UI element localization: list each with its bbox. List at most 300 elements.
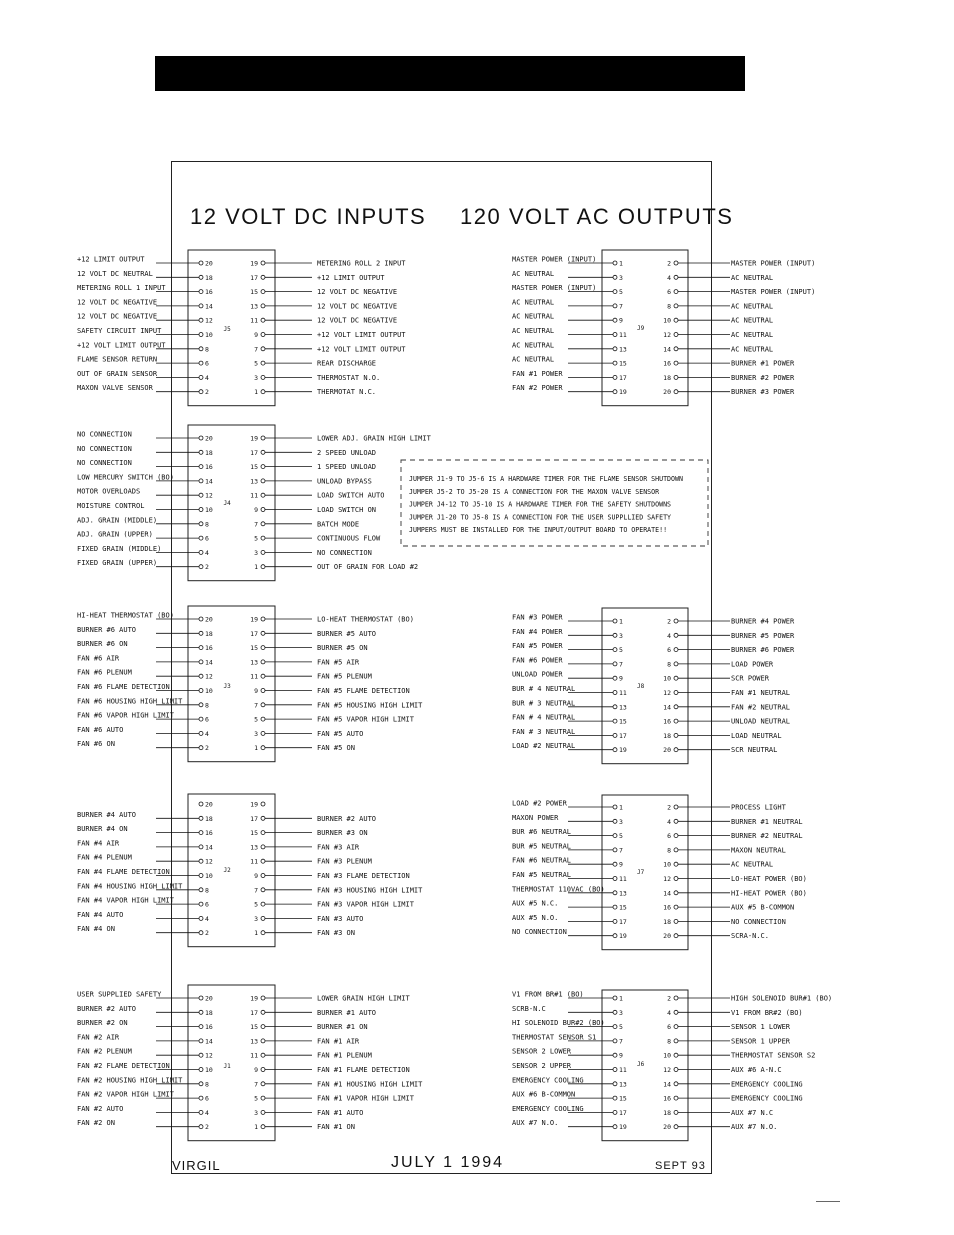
pin-terminal bbox=[261, 717, 265, 721]
pin-terminal bbox=[199, 333, 203, 337]
pin-terminal bbox=[261, 318, 265, 322]
pin-number: 19 bbox=[250, 994, 258, 1003]
left-pin-label: USER SUPPLIED SAFETY bbox=[77, 990, 162, 999]
pin-number: 4 bbox=[667, 817, 671, 826]
right-pin-label: LOAD SWITCH AUTO bbox=[317, 491, 385, 500]
footer-revision: SEPT 93 bbox=[655, 1160, 706, 1172]
pin-terminal bbox=[199, 646, 203, 650]
right-pin-label: UNLOAD BYPASS bbox=[317, 477, 372, 486]
pin-number: 9 bbox=[254, 331, 258, 339]
pin-terminal bbox=[199, 565, 203, 569]
pin-number: 3 bbox=[619, 817, 623, 826]
pin-terminal bbox=[674, 1025, 678, 1029]
pin-terminal bbox=[674, 691, 678, 695]
pin-number: 9 bbox=[254, 506, 258, 514]
pin-number: 4 bbox=[205, 373, 209, 382]
pin-terminal bbox=[261, 304, 265, 308]
pin-terminal bbox=[674, 619, 678, 623]
right-pin-label: AC NEUTRAL bbox=[731, 316, 774, 325]
right-pin-label: REAR DISCHARGE bbox=[317, 359, 377, 368]
right-pin-label: MASTER POWER (INPUT) bbox=[731, 288, 816, 297]
pin-number: 4 bbox=[667, 273, 671, 282]
right-pin-label: FAN #3 AIR bbox=[317, 843, 360, 852]
pin-number: 15 bbox=[619, 1094, 627, 1103]
pin-terminal bbox=[261, 465, 265, 469]
right-pin-label: 12 VOLT DC NEGATIVE bbox=[317, 288, 398, 297]
pin-number: 5 bbox=[254, 715, 258, 724]
right-pin-label: MAXON NEUTRAL bbox=[731, 846, 786, 855]
pin-terminal bbox=[261, 1010, 265, 1014]
pin-terminal bbox=[261, 1039, 265, 1043]
pin-terminal bbox=[613, 1039, 617, 1043]
left-pin-label: SENSOR 2 LOWER bbox=[512, 1047, 572, 1056]
pin-number: 3 bbox=[254, 1108, 258, 1117]
pin-number: 7 bbox=[619, 302, 623, 311]
pin-number: 14 bbox=[663, 889, 671, 898]
pin-number: 17 bbox=[250, 629, 258, 638]
pin-number: 16 bbox=[663, 1094, 671, 1103]
right-pin-label: AC NEUTRAL bbox=[731, 331, 774, 339]
pin-number: 15 bbox=[619, 717, 627, 726]
left-pin-label: FAN #6 ON bbox=[77, 740, 115, 749]
pin-number: 2 bbox=[667, 994, 671, 1003]
right-pin-label: OUT OF GRAIN FOR LOAD #2 bbox=[317, 563, 419, 572]
pin-terminal bbox=[199, 916, 203, 920]
pin-number: 5 bbox=[619, 288, 623, 297]
left-pin-label: FAN #6 AIR bbox=[77, 654, 120, 663]
pin-terminal bbox=[674, 919, 678, 923]
pin-number: 7 bbox=[619, 660, 623, 669]
pin-terminal bbox=[261, 375, 265, 379]
pin-number: 11 bbox=[250, 672, 258, 681]
pin-terminal bbox=[613, 1125, 617, 1129]
connector-j4-id: J4 bbox=[223, 500, 231, 507]
right-pin-label: BATCH MODE bbox=[317, 520, 360, 529]
left-pin-label: NO CONNECTION bbox=[77, 459, 132, 468]
left-pin-label: MOTOR OVERLOADS bbox=[77, 487, 141, 496]
right-pin-label: NO CONNECTION bbox=[731, 917, 786, 926]
right-pin-label: AC NEUTRAL bbox=[731, 860, 774, 869]
right-pin-label: NO CONNECTION bbox=[317, 548, 372, 557]
pin-number: 6 bbox=[205, 359, 209, 368]
pin-terminal bbox=[199, 874, 203, 878]
pin-terminal bbox=[613, 1053, 617, 1057]
pin-number: 16 bbox=[205, 288, 213, 297]
pin-number: 17 bbox=[250, 273, 258, 282]
left-pin-label: BURNER #4 AUTO bbox=[77, 810, 137, 819]
pin-number: 1 bbox=[254, 563, 258, 572]
jumper-note-line: JUMPER J5-2 TO J5-20 IS A CONNECTION FOR THE MAXON VALVE SENSOR bbox=[409, 487, 660, 496]
pin-number: 8 bbox=[667, 660, 671, 669]
pin-number: 19 bbox=[250, 259, 258, 268]
pin-number: 7 bbox=[254, 701, 258, 710]
pin-number: 9 bbox=[619, 674, 623, 683]
left-pin-label: AUX #6 B-COMMON bbox=[512, 1090, 576, 1099]
pin-number: 9 bbox=[254, 1066, 258, 1074]
right-pin-label: FAN #1 PLENUM bbox=[317, 1051, 372, 1060]
pin-terminal bbox=[261, 1125, 265, 1129]
connector-j3-id: J3 bbox=[223, 683, 231, 690]
pin-number: 12 bbox=[205, 491, 213, 500]
left-pin-label: FAN #6 FLAME DETECTION bbox=[77, 683, 170, 691]
pin-terminal bbox=[199, 1125, 203, 1129]
pin-terminal bbox=[613, 1110, 617, 1114]
left-pin-label: EMERGENCY COOLING bbox=[512, 1104, 584, 1113]
pin-number: 20 bbox=[205, 615, 213, 624]
pin-number: 4 bbox=[667, 1008, 671, 1017]
right-pin-label: FAN #3 ON bbox=[317, 929, 355, 938]
left-pin-label: FAN #6 AUTO bbox=[77, 725, 124, 734]
left-pin-label: +12 LIMIT OUTPUT bbox=[77, 255, 145, 264]
pin-terminal bbox=[199, 746, 203, 750]
left-pin-label: FAN #6 VAPOR HIGH LIMIT bbox=[77, 711, 174, 720]
right-pin-label: BURNER #3 ON bbox=[317, 829, 368, 838]
pin-number: 18 bbox=[205, 448, 213, 457]
pin-number: 2 bbox=[667, 803, 671, 812]
pin-terminal bbox=[199, 1068, 203, 1072]
pin-number: 16 bbox=[663, 359, 671, 368]
pin-terminal bbox=[199, 1010, 203, 1014]
left-pin-label: FAN #2 FLAME DETECTION bbox=[77, 1062, 170, 1070]
right-pin-label: FAN #1 HOUSING HIGH LIMIT bbox=[317, 1080, 423, 1089]
pin-terminal bbox=[674, 891, 678, 895]
pin-number: 3 bbox=[254, 373, 258, 382]
left-pin-label: ADJ. GRAIN (UPPER) bbox=[77, 530, 153, 539]
pin-number: 15 bbox=[619, 359, 627, 368]
pin-terminal bbox=[613, 1010, 617, 1014]
pin-terminal bbox=[261, 816, 265, 820]
left-pin-label: BURNER #6 ON bbox=[77, 640, 128, 649]
pin-terminal bbox=[613, 619, 617, 623]
pin-number: 6 bbox=[667, 1023, 671, 1032]
left-pin-label: FAN #4 FLAME DETECTION bbox=[77, 868, 170, 876]
pin-number: 11 bbox=[619, 689, 627, 697]
left-pin-label: BUR #6 NEUTRAL bbox=[512, 828, 572, 837]
pin-number: 10 bbox=[663, 1051, 671, 1060]
pin-terminal bbox=[613, 905, 617, 909]
right-pin-label: 2 SPEED UNLOAD bbox=[317, 448, 377, 457]
pin-number: 13 bbox=[250, 843, 258, 852]
pin-terminal bbox=[674, 375, 678, 379]
pin-terminal bbox=[199, 522, 203, 526]
right-pin-label: BURNER #1 NEUTRAL bbox=[731, 817, 803, 826]
pin-number: 18 bbox=[663, 1108, 671, 1117]
pin-number: 10 bbox=[205, 872, 213, 880]
left-pin-label: FAN #1 POWER bbox=[512, 369, 563, 378]
pin-terminal bbox=[261, 508, 265, 512]
left-pin-label: SCRB-N.C bbox=[512, 1004, 546, 1013]
pin-terminal bbox=[199, 845, 203, 849]
pin-number: 18 bbox=[663, 731, 671, 740]
left-pin-label: MASTER POWER (INPUT) bbox=[512, 284, 597, 293]
page-dash bbox=[816, 1201, 840, 1202]
left-pin-label: MASTER POWER (INPUT) bbox=[512, 255, 597, 264]
left-pin-label: AC NEUTRAL bbox=[512, 341, 555, 350]
pin-terminal bbox=[261, 746, 265, 750]
pin-number: 11 bbox=[250, 316, 258, 325]
right-pin-label: AC NEUTRAL bbox=[731, 302, 774, 311]
pin-terminal bbox=[199, 550, 203, 554]
pin-terminal bbox=[613, 662, 617, 666]
right-pin-label: BURNER #1 ON bbox=[317, 1023, 368, 1032]
pin-terminal bbox=[674, 748, 678, 752]
pin-number: 17 bbox=[619, 731, 627, 740]
right-pin-label: SCR POWER bbox=[731, 674, 769, 683]
pin-terminal bbox=[199, 290, 203, 294]
pin-number: 10 bbox=[663, 316, 671, 325]
pin-number: 17 bbox=[619, 917, 627, 926]
pin-number: 19 bbox=[250, 800, 258, 809]
left-pin-label: LOW MERCURY SWITCH (BO) bbox=[77, 473, 174, 482]
right-pin-label: SCRA-N.C. bbox=[731, 932, 769, 941]
left-pin-label: AC NEUTRAL bbox=[512, 355, 555, 364]
pin-terminal bbox=[613, 333, 617, 337]
pin-number: 15 bbox=[619, 903, 627, 912]
pin-terminal bbox=[261, 916, 265, 920]
pin-terminal bbox=[613, 805, 617, 809]
pin-terminal bbox=[199, 390, 203, 394]
right-pin-label: AUX #5 B-COMMON bbox=[731, 903, 795, 912]
right-pin-label: LO-HEAT THERMOSTAT (BO) bbox=[317, 615, 414, 624]
right-pin-label: SENSOR 1 LOWER bbox=[731, 1023, 791, 1032]
pin-terminal bbox=[674, 719, 678, 723]
pin-number: 7 bbox=[254, 345, 258, 354]
pin-number: 7 bbox=[619, 846, 623, 855]
pin-number: 3 bbox=[254, 729, 258, 738]
pin-terminal bbox=[261, 731, 265, 735]
left-pin-label: FAN #5 POWER bbox=[512, 642, 563, 651]
pin-terminal bbox=[199, 674, 203, 678]
pin-number: 1 bbox=[254, 388, 258, 397]
dc-inputs-title: 12 VOLT DC INPUTS bbox=[190, 204, 427, 229]
pin-terminal bbox=[261, 565, 265, 569]
pin-number: 5 bbox=[254, 534, 258, 543]
right-pin-label: AC NEUTRAL bbox=[731, 345, 774, 354]
left-pin-label: THERMOSTAT 110VAC (BO) bbox=[512, 885, 605, 894]
right-pin-label: FAN #1 NEUTRAL bbox=[731, 689, 791, 697]
pin-terminal bbox=[674, 1010, 678, 1014]
left-pin-label: 12 VOLT DC NEGATIVE bbox=[77, 312, 158, 321]
pin-terminal bbox=[199, 465, 203, 469]
right-pin-label: FAN #5 FLAME DETECTION bbox=[317, 687, 410, 695]
left-pin-label: THERMOSTAT SENSOR S1 bbox=[512, 1033, 597, 1042]
pin-number: 9 bbox=[254, 687, 258, 695]
left-pin-label: FAN #4 VAPOR HIGH LIMIT bbox=[77, 896, 174, 905]
pin-terminal bbox=[199, 1096, 203, 1100]
pin-number: 11 bbox=[619, 1066, 627, 1074]
pin-terminal bbox=[199, 536, 203, 540]
pin-number: 20 bbox=[205, 259, 213, 268]
pin-terminal bbox=[674, 819, 678, 823]
pin-terminal bbox=[613, 1025, 617, 1029]
pin-terminal bbox=[199, 660, 203, 664]
pin-number: 12 bbox=[205, 672, 213, 681]
left-pin-label: +12 VOLT LIMIT OUTPUT bbox=[77, 341, 166, 350]
right-pin-label: +12 LIMIT OUTPUT bbox=[317, 273, 385, 282]
pin-terminal bbox=[261, 660, 265, 664]
right-pin-label: V1 FROM BR#2 (BO) bbox=[731, 1008, 803, 1017]
pin-number: 1 bbox=[619, 259, 623, 268]
pin-terminal bbox=[613, 390, 617, 394]
pin-terminal bbox=[674, 304, 678, 308]
right-pin-label: BURNER #3 POWER bbox=[731, 388, 795, 397]
pin-terminal bbox=[613, 705, 617, 709]
pin-number: 17 bbox=[250, 1008, 258, 1017]
left-pin-label: FAN #2 HOUSING HIGH LIMIT bbox=[77, 1076, 183, 1085]
pin-number: 11 bbox=[619, 331, 627, 339]
left-pin-label: AUX #5 N.C. bbox=[512, 899, 559, 908]
right-pin-label: LOAD SWITCH ON bbox=[317, 506, 377, 514]
pin-terminal bbox=[613, 648, 617, 652]
pin-terminal bbox=[674, 805, 678, 809]
left-pin-label: FAN # 4 NEUTRAL bbox=[512, 713, 576, 722]
connector-j9-id: J9 bbox=[637, 325, 645, 332]
right-pin-label: FAN #3 VAPOR HIGH LIMIT bbox=[317, 900, 414, 909]
pin-number: 8 bbox=[667, 846, 671, 855]
pin-terminal bbox=[674, 862, 678, 866]
right-pin-label: FAN #5 PLENUM bbox=[317, 672, 372, 681]
pin-number: 1 bbox=[619, 617, 623, 626]
left-pin-label: FAN #4 AIR bbox=[77, 839, 120, 848]
right-pin-label: BURNER #5 ON bbox=[317, 644, 368, 653]
pin-terminal bbox=[674, 996, 678, 1000]
pin-number: 19 bbox=[250, 434, 258, 443]
left-pin-label: AC NEUTRAL bbox=[512, 298, 555, 307]
pin-number: 6 bbox=[667, 646, 671, 655]
left-pin-label: BUR #5 NEUTRAL bbox=[512, 842, 572, 851]
pin-number: 6 bbox=[205, 534, 209, 543]
pin-number: 2 bbox=[205, 388, 209, 397]
pin-number: 15 bbox=[250, 644, 258, 653]
right-pin-label: FAN #5 ON bbox=[317, 744, 355, 753]
left-pin-label: BURNER #4 ON bbox=[77, 825, 128, 834]
pin-number: 15 bbox=[250, 463, 258, 472]
right-pin-label: 1 SPEED UNLOAD bbox=[317, 463, 377, 472]
pin-terminal bbox=[613, 1096, 617, 1100]
right-pin-label: AUX #7 N.C bbox=[731, 1108, 774, 1117]
pin-terminal bbox=[199, 902, 203, 906]
right-pin-label: FAN #5 AIR bbox=[317, 658, 360, 667]
pin-number: 17 bbox=[619, 1108, 627, 1117]
pin-terminal bbox=[261, 646, 265, 650]
pin-number: 8 bbox=[205, 1080, 209, 1089]
pin-terminal bbox=[261, 617, 265, 621]
pin-number: 13 bbox=[250, 477, 258, 486]
pin-number: 10 bbox=[205, 687, 213, 695]
pin-number: 20 bbox=[663, 932, 671, 941]
pin-terminal bbox=[613, 676, 617, 680]
pin-terminal bbox=[261, 859, 265, 863]
pin-terminal bbox=[674, 705, 678, 709]
pin-number: 13 bbox=[250, 658, 258, 667]
pin-number: 3 bbox=[254, 914, 258, 923]
left-pin-label: FAN #6 POWER bbox=[512, 656, 563, 665]
jumper-note-line: JUMPER J1-20 TO J5-8 IS A CONNECTION FOR THE USER SUPPLLIED SAFETY bbox=[409, 513, 672, 522]
right-pin-label: FAN #1 FLAME DETECTION bbox=[317, 1066, 410, 1074]
connector-j7-block bbox=[602, 795, 688, 950]
pin-number: 17 bbox=[250, 448, 258, 457]
right-pin-label: FAN #3 AUTO bbox=[317, 914, 364, 923]
pin-number: 19 bbox=[619, 388, 627, 397]
left-pin-label: FLAME SENSOR RETURN bbox=[77, 355, 158, 364]
connector-j2-id: J2 bbox=[223, 867, 231, 874]
right-pin-label: HIGH SOLENOID BUR#1 (BO) bbox=[731, 994, 833, 1003]
pin-number: 5 bbox=[254, 359, 258, 368]
pin-terminal bbox=[199, 859, 203, 863]
pin-terminal bbox=[613, 819, 617, 823]
pin-terminal bbox=[261, 703, 265, 707]
left-pin-label: FAN #6 NEUTRAL bbox=[512, 856, 572, 865]
pin-number: 16 bbox=[205, 1023, 213, 1032]
right-pin-label: UNLOAD NEUTRAL bbox=[731, 717, 791, 726]
pin-number: 20 bbox=[663, 1123, 671, 1132]
right-pin-label: SCR NEUTRAL bbox=[731, 746, 778, 755]
pin-terminal bbox=[613, 748, 617, 752]
right-pin-label: LOWER ADJ. GRAIN HIGH LIMIT bbox=[317, 434, 431, 443]
pin-number: 8 bbox=[205, 520, 209, 529]
left-pin-label: BURNER #2 ON bbox=[77, 1019, 128, 1028]
pin-terminal bbox=[674, 1053, 678, 1057]
pin-terminal bbox=[261, 1025, 265, 1029]
pin-number: 18 bbox=[205, 1008, 213, 1017]
pin-terminal bbox=[613, 290, 617, 294]
pin-terminal bbox=[199, 1110, 203, 1114]
pin-terminal bbox=[199, 1039, 203, 1043]
pin-terminal bbox=[674, 662, 678, 666]
right-pin-label: BURNER #2 AUTO bbox=[317, 814, 377, 823]
pin-number: 6 bbox=[205, 715, 209, 724]
pin-number: 6 bbox=[205, 1094, 209, 1103]
pin-number: 9 bbox=[619, 860, 623, 869]
left-pin-label: AUX #7 N.O. bbox=[512, 1119, 559, 1128]
pin-number: 17 bbox=[619, 373, 627, 382]
pin-number: 10 bbox=[205, 331, 213, 339]
pin-terminal bbox=[613, 996, 617, 1000]
pin-number: 13 bbox=[250, 302, 258, 311]
pin-terminal bbox=[261, 436, 265, 440]
right-pin-label: METERING ROLL 2 INPUT bbox=[317, 259, 406, 268]
pin-number: 12 bbox=[205, 1051, 213, 1060]
pin-number: 17 bbox=[250, 814, 258, 823]
pin-number: 20 bbox=[205, 994, 213, 1003]
pin-number: 2 bbox=[205, 1123, 209, 1132]
pin-number: 12 bbox=[663, 875, 671, 883]
pin-terminal bbox=[199, 1053, 203, 1057]
pin-number: 1 bbox=[619, 994, 623, 1003]
right-pin-label: 12 VOLT DC NEGATIVE bbox=[317, 316, 398, 325]
pin-number: 6 bbox=[205, 900, 209, 909]
left-pin-label: FAN #4 AUTO bbox=[77, 910, 124, 919]
pin-number: 14 bbox=[205, 658, 213, 667]
pin-terminal bbox=[674, 834, 678, 838]
pin-number: 7 bbox=[619, 1037, 623, 1046]
pin-number: 18 bbox=[663, 917, 671, 926]
connector-j4-block bbox=[188, 425, 275, 581]
pin-terminal bbox=[199, 816, 203, 820]
left-pin-label: FAN #3 POWER bbox=[512, 613, 563, 622]
pin-number: 18 bbox=[205, 629, 213, 638]
pin-terminal bbox=[674, 390, 678, 394]
pin-terminal bbox=[674, 1082, 678, 1086]
left-pin-label: EMERGENCY COOLING bbox=[512, 1076, 584, 1085]
pin-terminal bbox=[261, 390, 265, 394]
pin-number: 5 bbox=[619, 1023, 623, 1032]
pin-number: 20 bbox=[663, 746, 671, 755]
pin-number: 3 bbox=[619, 273, 623, 282]
right-pin-label: HI-HEAT POWER (BO) bbox=[731, 889, 807, 898]
right-pin-label: AUX #6 A-N.C bbox=[731, 1066, 782, 1074]
right-pin-label: FAN #2 NEUTRAL bbox=[731, 703, 791, 712]
